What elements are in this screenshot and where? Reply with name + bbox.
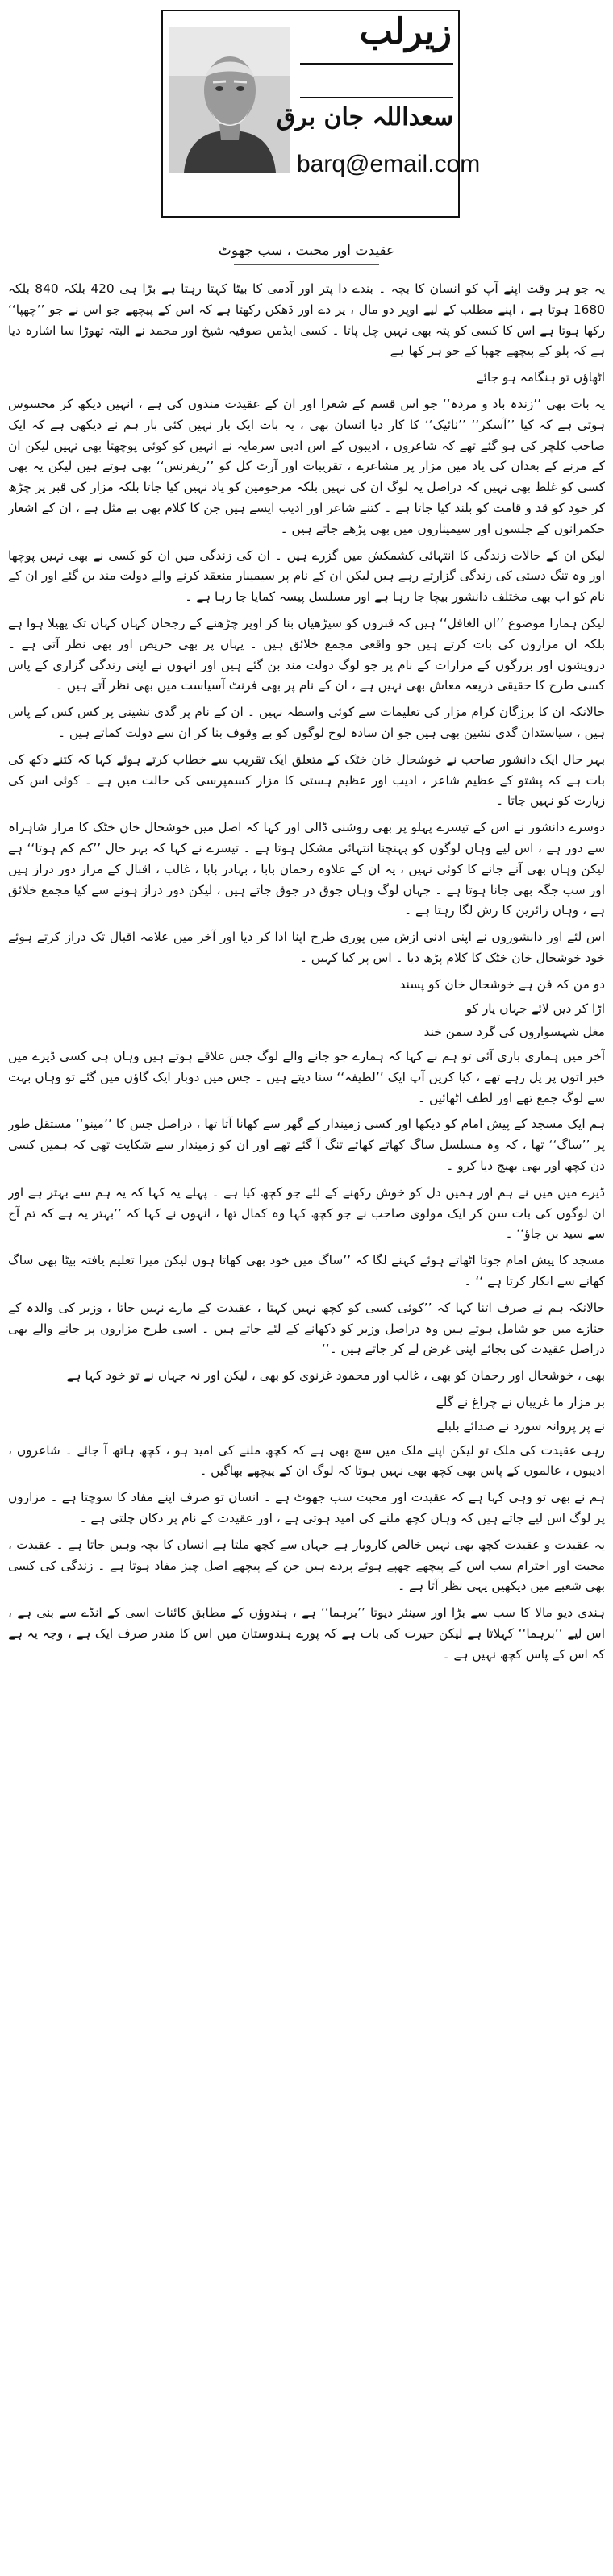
verse-line: نے پر پروانہ سوزد نے صدائے بلبلے <box>436 1418 605 1434</box>
paragraph: مسجد کا پیش امام جوتا اٹھاتے ہوئے کہنے لگا کہ ’’ساگ میں خود بھی کھاتا ہوں لیکن میرا تعلیم یافتہ بیٹا بھی ساگ کھانے سے انکار کرتا ہے ‘‘ ۔ <box>8 1253 605 1289</box>
verse-line: بر مزار ما غریباں نے چراغ نے گلے <box>436 1395 605 1410</box>
paragraph: بہر حال ایک دانشور صاحب نے خوشحال خان خٹک کے متعلق ایک تقریب سے خطاب کرتے ہوئے کہا کہ کتنے دکھ کی بات ہے کہ پشتو کے عظیم شاعر ، ادیب اور عظیم ہستی کا مزار کسمپرسی کی حالت میں ہے ۔ کوئی اس کی زیارت کو نہیں جاتا ۔ <box>8 751 605 809</box>
article-title-underline <box>234 264 379 265</box>
article-title: عقیدت اور محبت ، سب جھوٹ <box>218 243 395 259</box>
paragraph: رہی عقیدت کی ملک تو لیکن اپنے ملک میں سچ بھی ہے کہ کچھ ملنے کی امید ہو ، کچھ ہاتھ آ جائے ۔ شاعروں ، ادیبوں ، عالموں کے پاس بھی کچھ بھی نہیں ہوتا کہ لوگ ان کے پیچھے بھاگیں ۔ <box>8 1442 605 1479</box>
paragraph: اٹھاؤں تو ہنگامہ ہو جائے <box>476 370 605 385</box>
paragraph: بھی ، خوشحال اور رحمان کو بھی ، غالب اور محمود غزنوی کو بھی ، لیکن اور نہ جہاں نے تو خود کہا ہے <box>66 1368 605 1384</box>
paragraph: حالانکہ ان کا برزگان کرام مزار کی تعلیمات سے کوئی واسطہ نہیں ۔ ان کے نام پر گدی نشینی پر کس کس کے پاس ہیں ، سیاستدان گدی نشین بھی ہیں جو ان سادہ لوح لوگوں کو بے وقوف بنا کر ان سے دولت کماتے ہیں ۔ <box>8 705 605 740</box>
verse-line: دو من کہ فن ہے خوشحال خان کو پسند <box>399 976 605 992</box>
author-name: سعداللہ جان برق <box>276 103 453 131</box>
paragraph: لیکن ان کے حالات زندگی کا انتہائی کشمکش میں گزرے ہیں ۔ ان کی زندگی میں ان کو کسی نے بھی نہیں پوچھا اور وہ تنگ دستی کی زندگی گزارتے رہے ہیں لیکن ان کے نام پر سیمینار منعقد کرنے والے دولت مند بن گئے اور ان کے نام کو اب بھی مختلف دانشور بیچا جا رہا ہے اور مسلسل پیسہ کمایا جا رہا ہے ۔ <box>8 547 605 605</box>
verse-line: اڑا کر دیں لائے جہاں یار کو <box>465 1001 605 1016</box>
paragraph: حالانکہ ہم نے صرف اتنا کہا کہ ’’کوئی کسی کو کچھ نہیں کہتا ، عقیدت کے مارے نہیں جاتا ، وزیر کی والدہ کے جنازے میں جو شامل ہوتے ہیں وہ دراصل وزیر کو دکھانے کے لئے جاتے ہیں ۔ اسی طرح مزاروں پر جانے والے بھی دراصل عقیدت کی بجائے اپنی غرض لے کر جاتے ہیں ۔‘‘ <box>8 1300 605 1357</box>
article-body <box>8 279 605 2562</box>
paragraph: ہم ایک مسجد کے پیش امام کو دیکھا اور کسی زمیندار کے گھر سے کھانا آتا تھا ، دراصل جس کا ’’مینو‘‘ مستقل طور پر ’’ساگ‘‘ تھا ، کہ وہ مسلسل ساگ کھاتے کھاتے تنگ آ گئے تھے اور ان کو زمیندار سے شکایت تھی کہ ہمیں کسی دن کچھ اور بھی بھیج دیا کرو ۔ <box>8 1117 605 1174</box>
author-email[interactable]: barq@email.com <box>297 151 481 177</box>
author-portrait-icon <box>169 27 290 173</box>
author-photo <box>169 27 290 173</box>
title-underline-rule <box>300 63 453 65</box>
name-top-rule <box>300 97 453 98</box>
paragraph: یہ بات بھی ’’زندہ باد و مردہ‘‘ جو اس قسم کے شعرا اور ان کے عقیدت مندوں کی ہے ، انہیں دیکھ کر محسوس ہوتی ہے کہ کیا ’’آسکر‘‘ ’’نائیک‘‘ کا کار دیا انسان بھی ، یہ بات ایک بار نہیں کئی بار ہم نے دیکھی ہے کہ ایک صاحب کلچر کی ہو گئے تھے کہ شاعروں ، ادیبوں کے اس ادبی سرمایہ نے انہیں کو کوئی پوچھتا بھی نہیں لیکن ان کے مرنے کے بعدان کی یاد میں مزار پر مشاعرے ، تقریبات اور آرٹ کل کو ’’ریفرنس‘‘ بھی ہوتے ہیں لیکن یہ بھی کسی کو غلط بھی نہیں کہ دراصل یہ لوگ ان کی نہیں بلکہ مرحومین کو یاد نہیں کیا جاتا بلکہ مزار کی قبر پر چڑھ کر خود کو قد و قامت کو بلند کیا جاتا ہے ۔ کتنے شاعر اور ادیب ایسے ہیں جن کا کلام بھی بے مثل ہے ، ان کے اشعار حکمرانوں کے جلسوں اور سیمیناروں میں بھی پڑھے جاتے ہیں ۔ <box>8 396 605 536</box>
paragraph: یہ عقیدت و عقیدت کچھ بھی نہیں خالص کاروبار ہے جہاں سے کچھ ملتا ہے انسان کا بچہ وہیں جاتا ہے ۔ عقیدت ، محبت اور احترام سب اس کے پیچھے چھپے ہوئے پردے ہیں جن کے پیچھے اصل چیز مفاد ہوتا ہے ۔ زندگی کی کسی بھی شعبے میں دیکھیں یہی نظر آتا ہے ۔ <box>8 1537 605 1594</box>
paragraph: ہندی دیو مالا کا سب سے بڑا اور سینئر دیوتا ’’برہما‘‘ ہے ، ہندوؤں کے مطابق کائنات اسی کے انڈے سے بنی ہے ، اس لیے ’’برہما‘‘ کہلاتا ہے لیکن حیرت کی بات ہے کہ پورے ہندوستان میں اس کا مندر صرف ایک ہے ، وجہ یہ ہے کہ اس کے پاس کچھ نہیں ہے ۔ <box>8 1605 605 1662</box>
column-title: زیرلب <box>359 11 452 52</box>
paragraph: آخر میں ہماری باری آئی تو ہم نے کہا کہ ہمارے جو جانے والے لوگ جس علاقے ہوتے ہیں وہاں ہی کسی ڈیرے میں خبر اتوں پر پل رہے تھے ، کیا کریں آپ ایک ’’لطیفہ‘‘ سنا دیتے ہیں ۔ جس میں دوبار ایک گاؤں میں گئے تو وہاں بہت سے لوگ جمع تھے اور لطف اٹھائیں ۔ <box>8 1049 605 1105</box>
paragraph: ڈیرے میں میں نے ہم اور ہمیں دل کو خوش رکھنے کے لئے جو کچھ کیا ہے ۔ پہلے یہ کہا کہ یہ ہم سے بہتر ہے اور ان لوگوں کی بات سن کر ایک مولوی صاحب نے جو کچھ کہا وہ کمال تھا ، انہوں نے کہا کہ ’’بہتر یہ ہے کہ تم آج سے سید بن جاؤ‘‘ ۔ <box>8 1184 605 1242</box>
paragraph: دوسرے دانشور نے اس کے تیسرے پہلو پر بھی روشنی ڈالی اور کہا کہ اصل میں خوشحال خان خٹک کا مزار شاہراہ سے دور ہے ، اس لیے وہاں لوگوں کو پہنچنا انتہائی مشکل ہوتا ہے ۔ تیسرے نے کہا کہ بہر حال ’’کم کم ہوتا‘‘ ہے لیکن وہاں بھی آنے جانے کا کوئی نہیں ، یہ ان کے علاوہ رحمان بابا ، بہادر بابا ، غالب ، اقبال کے مزار دور دراز ہیں اور سب جگہ بھی جانا ہوتا ہے ۔ جہاں لوگ وہاں جوق در جوق جاتے ہیں ، لیکن دور دراز ہونے سے کیا مجمع خلائق ہے ، وہاں زائرین کا رش لگا رہتا ہے ۔ <box>8 820 605 918</box>
paragraph: یہ جو ہر وقت اپنے آپ کو انسان کا بچہ ۔ بندے دا پتر اور آدمی کا بیٹا کہتا رہتا ہے بڑا ہی 420 بلکہ 840 بلکہ 1680 ہوتا ہے ، اپنے مطلب کے لیے اوپر دو مال ، پر دے اور ڈھکن رکھتا ہے کہ اس کے پیچھے جو اس نے جو ’’چھپا‘‘ رکھا ہوتا ہے اس کا کسی کو پتہ بھی نہیں چل پاتا ۔ کسی ایڈمن صوفیہ شیخ اور محمد نے البتہ تھوڑا سا اشارہ دیا ہے کہ پلو کے پیچھے چھپا کے جو ہر کھا ہے <box>8 281 605 359</box>
column-header <box>0 0 613 234</box>
paragraph: ہم نے بھی تو وہی کہا ہے کہ عقیدت اور محبت سب جھوٹ ہے ۔ انسان تو صرف اپنے مفاد کا سوچتا ہے ۔ مزاروں پر لوگ اس لیے جاتے ہیں کہ وہاں کچھ ملنے کی امید ہوتی ہے ، اور عقیدت کے نام پر دکان چلتی ہے ۔ <box>8 1490 605 1526</box>
paragraph: لیکن ہمارا موضوع ’’ان الغافل‘‘ ہیں کہ قبروں کو سیڑھیاں بنا کر اوپر چڑھنے کے رجحان کہاں کہاں تک پھیلا ہوا ہے بلکہ ان مزاروں کی بات کرتے ہیں جو واقعی مجمع خلائق ہیں ۔ یہاں پر بھی حریص اور بھی نظر آتی ہے ۔ درویشوں اور بزرگوں کے مزارات کے نام پر جو لوگ دولت مند بن گئے ہیں اور انہوں نے اپنی زندگی گزاری کے پاس کسی طرح کا حقیقی ذریعہ معاش بھی نہیں ہے ، ان کے نام پر بھی فرنٹ آسیاست میں بھی نظر آتے ہیں ۔ <box>8 615 605 693</box>
paragraph: اس لئے اور دانشوروں نے اپنی ادنیٰ ازش میں پوری طرح اپنا ادا کر دیا اور آخر میں علامہ اقبال تک دراز کرتے ہوئے خود خوشحال خان خٹک کا کلام پڑھ دیا ۔ اس پر کیا کہیں ۔ <box>8 930 605 965</box>
verse-line: مغل شہسواروں کی گرد سمن خند <box>423 1025 605 1040</box>
